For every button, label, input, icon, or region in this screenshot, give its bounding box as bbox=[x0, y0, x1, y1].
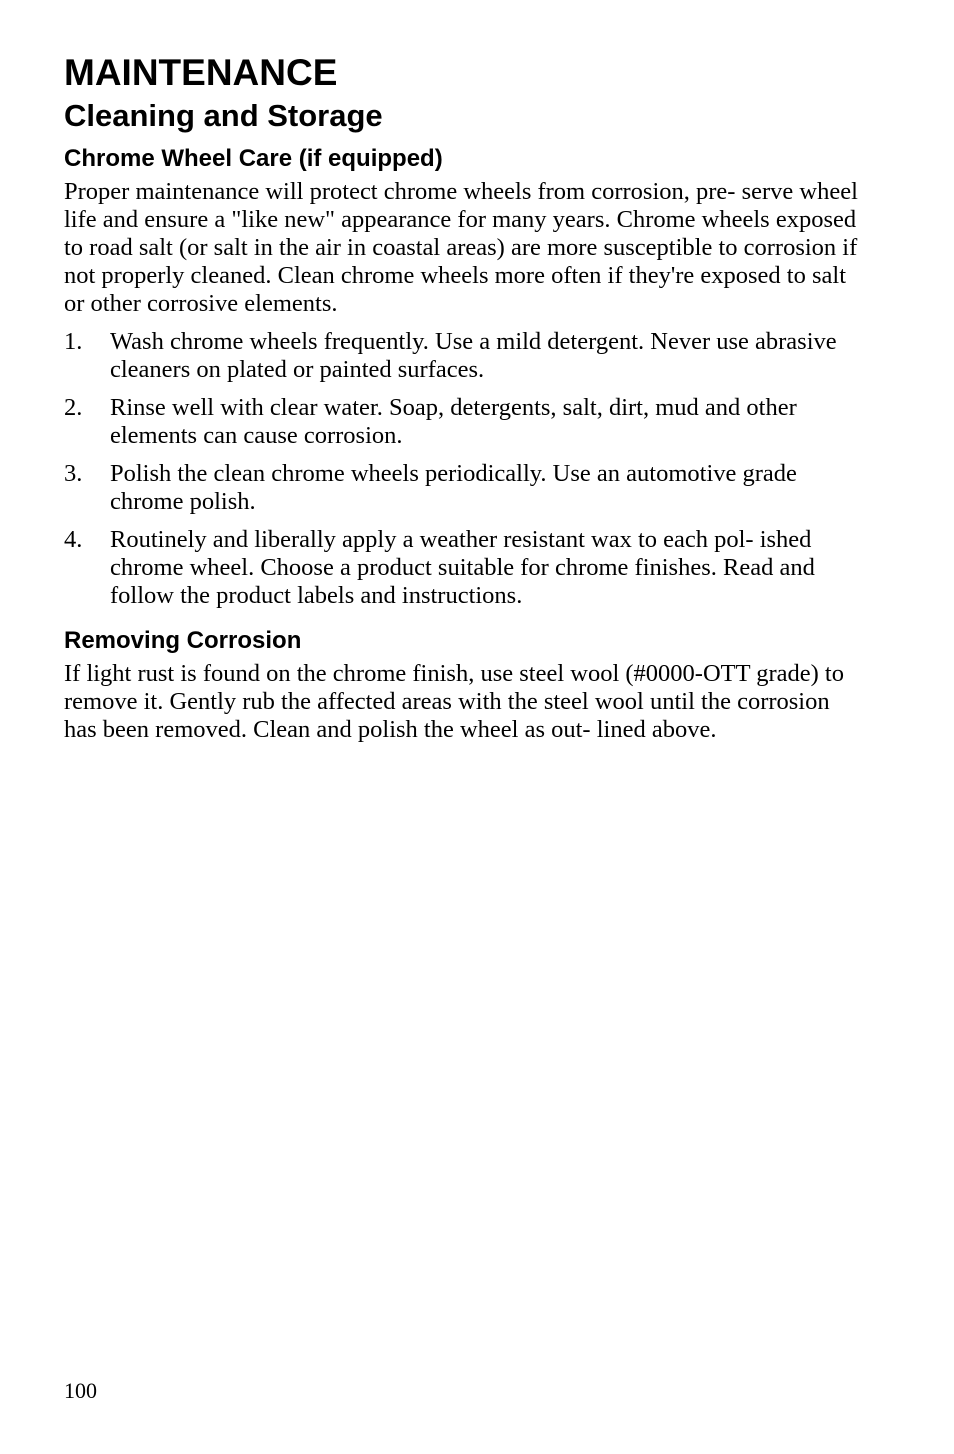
page-content bbox=[64, 52, 864, 744]
step-number: 1. bbox=[64, 328, 83, 355]
chrome-care-heading: Chrome Wheel Care (if equipped) bbox=[64, 145, 443, 172]
step-text: Polish the clean chrome wheels periodically. Use an automotive grade chrome polish. bbox=[110, 460, 797, 515]
step-number: 2. bbox=[64, 394, 83, 421]
step-number: 4. bbox=[64, 526, 83, 553]
page-number: 100 bbox=[64, 1378, 97, 1403]
step-text: Wash chrome wheels frequently. Use a mild detergent. Never use abrasive cleaners on plated or painted surfaces. bbox=[110, 328, 837, 383]
chrome-care-intro: Proper maintenance will protect chrome wheels from corrosion, pre- serve wheel life and ensure a "like new" appearance for many years. Chrome wheels exposed to road salt (or salt in the air in coastal areas) are more susceptible to corrosion if not properly cleaned. Clean chrome wheels more often if they're exposed to salt or other corrosive elements. bbox=[64, 178, 858, 317]
list-item bbox=[64, 394, 864, 450]
list-item bbox=[64, 328, 864, 384]
section-title: MAINTENANCE bbox=[64, 52, 338, 93]
step-number: 3. bbox=[64, 460, 83, 487]
subsection-title: Cleaning and Storage bbox=[64, 98, 383, 133]
step-text: Routinely and liberally apply a weather resistant wax to each pol- ished chrome wheel. Choose a product suitable for chrome finishes. Read and follow the product labels and instructions. bbox=[110, 526, 815, 609]
corrosion-heading: Removing Corrosion bbox=[64, 627, 302, 654]
corrosion-text: If light rust is found on the chrome finish, use steel wool (#0000-OTT grade) to remove it. Gently rub the affected areas with the steel wool until the corrosion has been removed. Clean and polish the wheel as out- lined above. bbox=[64, 660, 844, 743]
list-item bbox=[64, 460, 864, 516]
list-item bbox=[64, 526, 864, 610]
step-text: Rinse well with clear water. Soap, detergents, salt, dirt, mud and other elements can cause corrosion. bbox=[110, 394, 797, 449]
chrome-care-steps bbox=[64, 328, 864, 610]
